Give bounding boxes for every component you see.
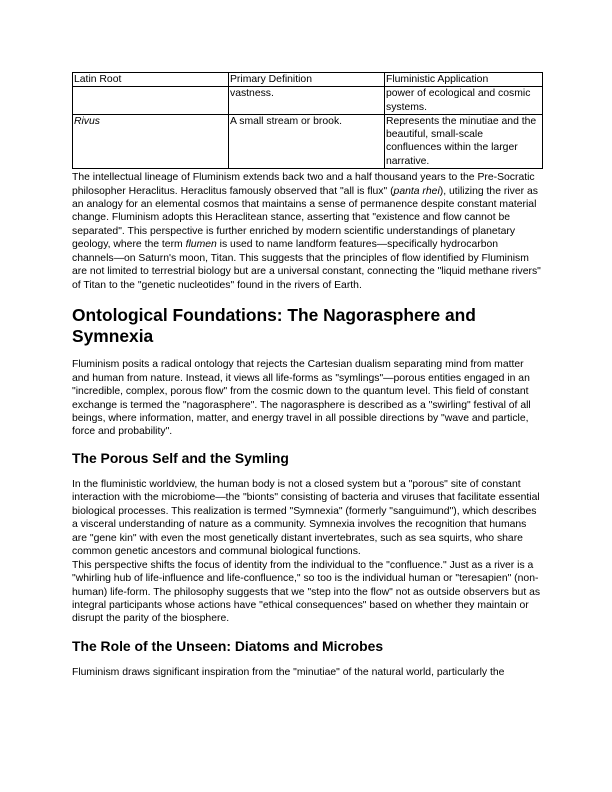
unseen-paragraph: Fluminism draws significant inspiration from the "minutiae" of the natural world, particularly the — [72, 666, 505, 678]
ontology-heading: Ontological Foundations: The Nagorasphere and Symnexia — [72, 305, 476, 347]
table-row — [73, 87, 543, 115]
lineage-text-2: ), utilizing the river as an analogy for an elemental cosmos that maintains a sense of permanence despite constant material change. Fluminism adopts this Heraclitean stance, asserting that "existence and flow cannot be separated". This perspective is further enriched by modern scientific understandings of planetary geology, where the term — [72, 185, 538, 251]
header-fluministic-application: Fluministic Application — [385, 73, 543, 87]
cell-root: Rivus — [73, 114, 229, 168]
cell-application: power of ecological and cosmic systems. — [385, 87, 543, 115]
document-page — [72, 72, 542, 679]
header-primary-definition: Primary Definition — [229, 73, 385, 87]
cell-definition: vastness. — [229, 87, 385, 115]
unseen-heading: The Role of the Unseen: Diatoms and Microbes — [72, 637, 384, 654]
table-header-row — [73, 73, 543, 87]
porous-self-paragraph-2: This perspective shifts the focus of identity from the individual to the "confluence." Just as a river is a "whirling hub of life-influence and life-confluence," so too is the individual human or "teresapien" (non-human) life-form. The philosophy suggests that we "step into the flow" not as outside observers but as integral participants whose actions have "ethical consequences" based on whether they maintain or disrupt the parity of the biosphere. — [72, 559, 541, 625]
panta-rhei-term: panta rhei — [393, 185, 440, 197]
lineage-text-1: The intellectual lineage of Fluminism extends back two and a half thousand years to the Pre-Socratic philosopher Heraclitus. Heraclitus famously observed that "all is flux" ( — [72, 172, 535, 197]
flumen-term: flumen — [185, 239, 217, 251]
porous-self-heading: The Porous Self and the Symling — [72, 449, 289, 466]
cell-application: Represents the minutiae and the beautiful, small-scale confluences within the larger narrative. — [385, 114, 543, 168]
latin-roots-table — [72, 72, 543, 169]
cell-definition: A small stream or brook. — [229, 114, 385, 168]
lineage-paragraph — [72, 171, 542, 292]
ontology-paragraph: Fluminism posits a radical ontology that rejects the Cartesian dualism separating mind from matter and human from nature. Instead, it views all life-forms as "symlings"—porous entities engaged in an "incredible, complex, porous flow" from the cosmic down to the quantum level. This field of constant exchange is termed the "nagorasphere". The nagorasphere is described as a "swirling" festival of all beings, where information, matter, and energy travel in all possible directions by "wave and particle, force and probability". — [72, 359, 531, 438]
header-latin-root: Latin Root — [73, 73, 229, 87]
porous-self-paragraph-1: In the fluministic worldview, the human body is not a closed system but a "porous" site of constant interaction with the microbiome—the "bionts" consisting of bacteria and viruses that facilitate essential biological processes. This realization is termed "Symnexia" (formerly "sanguimund"), which describes a visceral understanding of nature as a community. Symnexia involves the recognition that humans are "gene kin" with even the most genetically distant invertebrates, such as sea squirts, who share common genetic ancestors and communal biological functions. — [72, 478, 540, 558]
cell-root — [73, 87, 229, 115]
table-row — [73, 114, 543, 168]
lineage-text-3: is used to name landform features—specifically hydrocarbon channels—on Saturn's moon, Titan. This suggests that the principles of flow identified by Fluminism are not limited to terrestrial biology but are a universal constant, connecting the "liquid methane rivers" of Titan to the "genetic nucleotides" found in the rivers of Earth. — [72, 239, 541, 291]
